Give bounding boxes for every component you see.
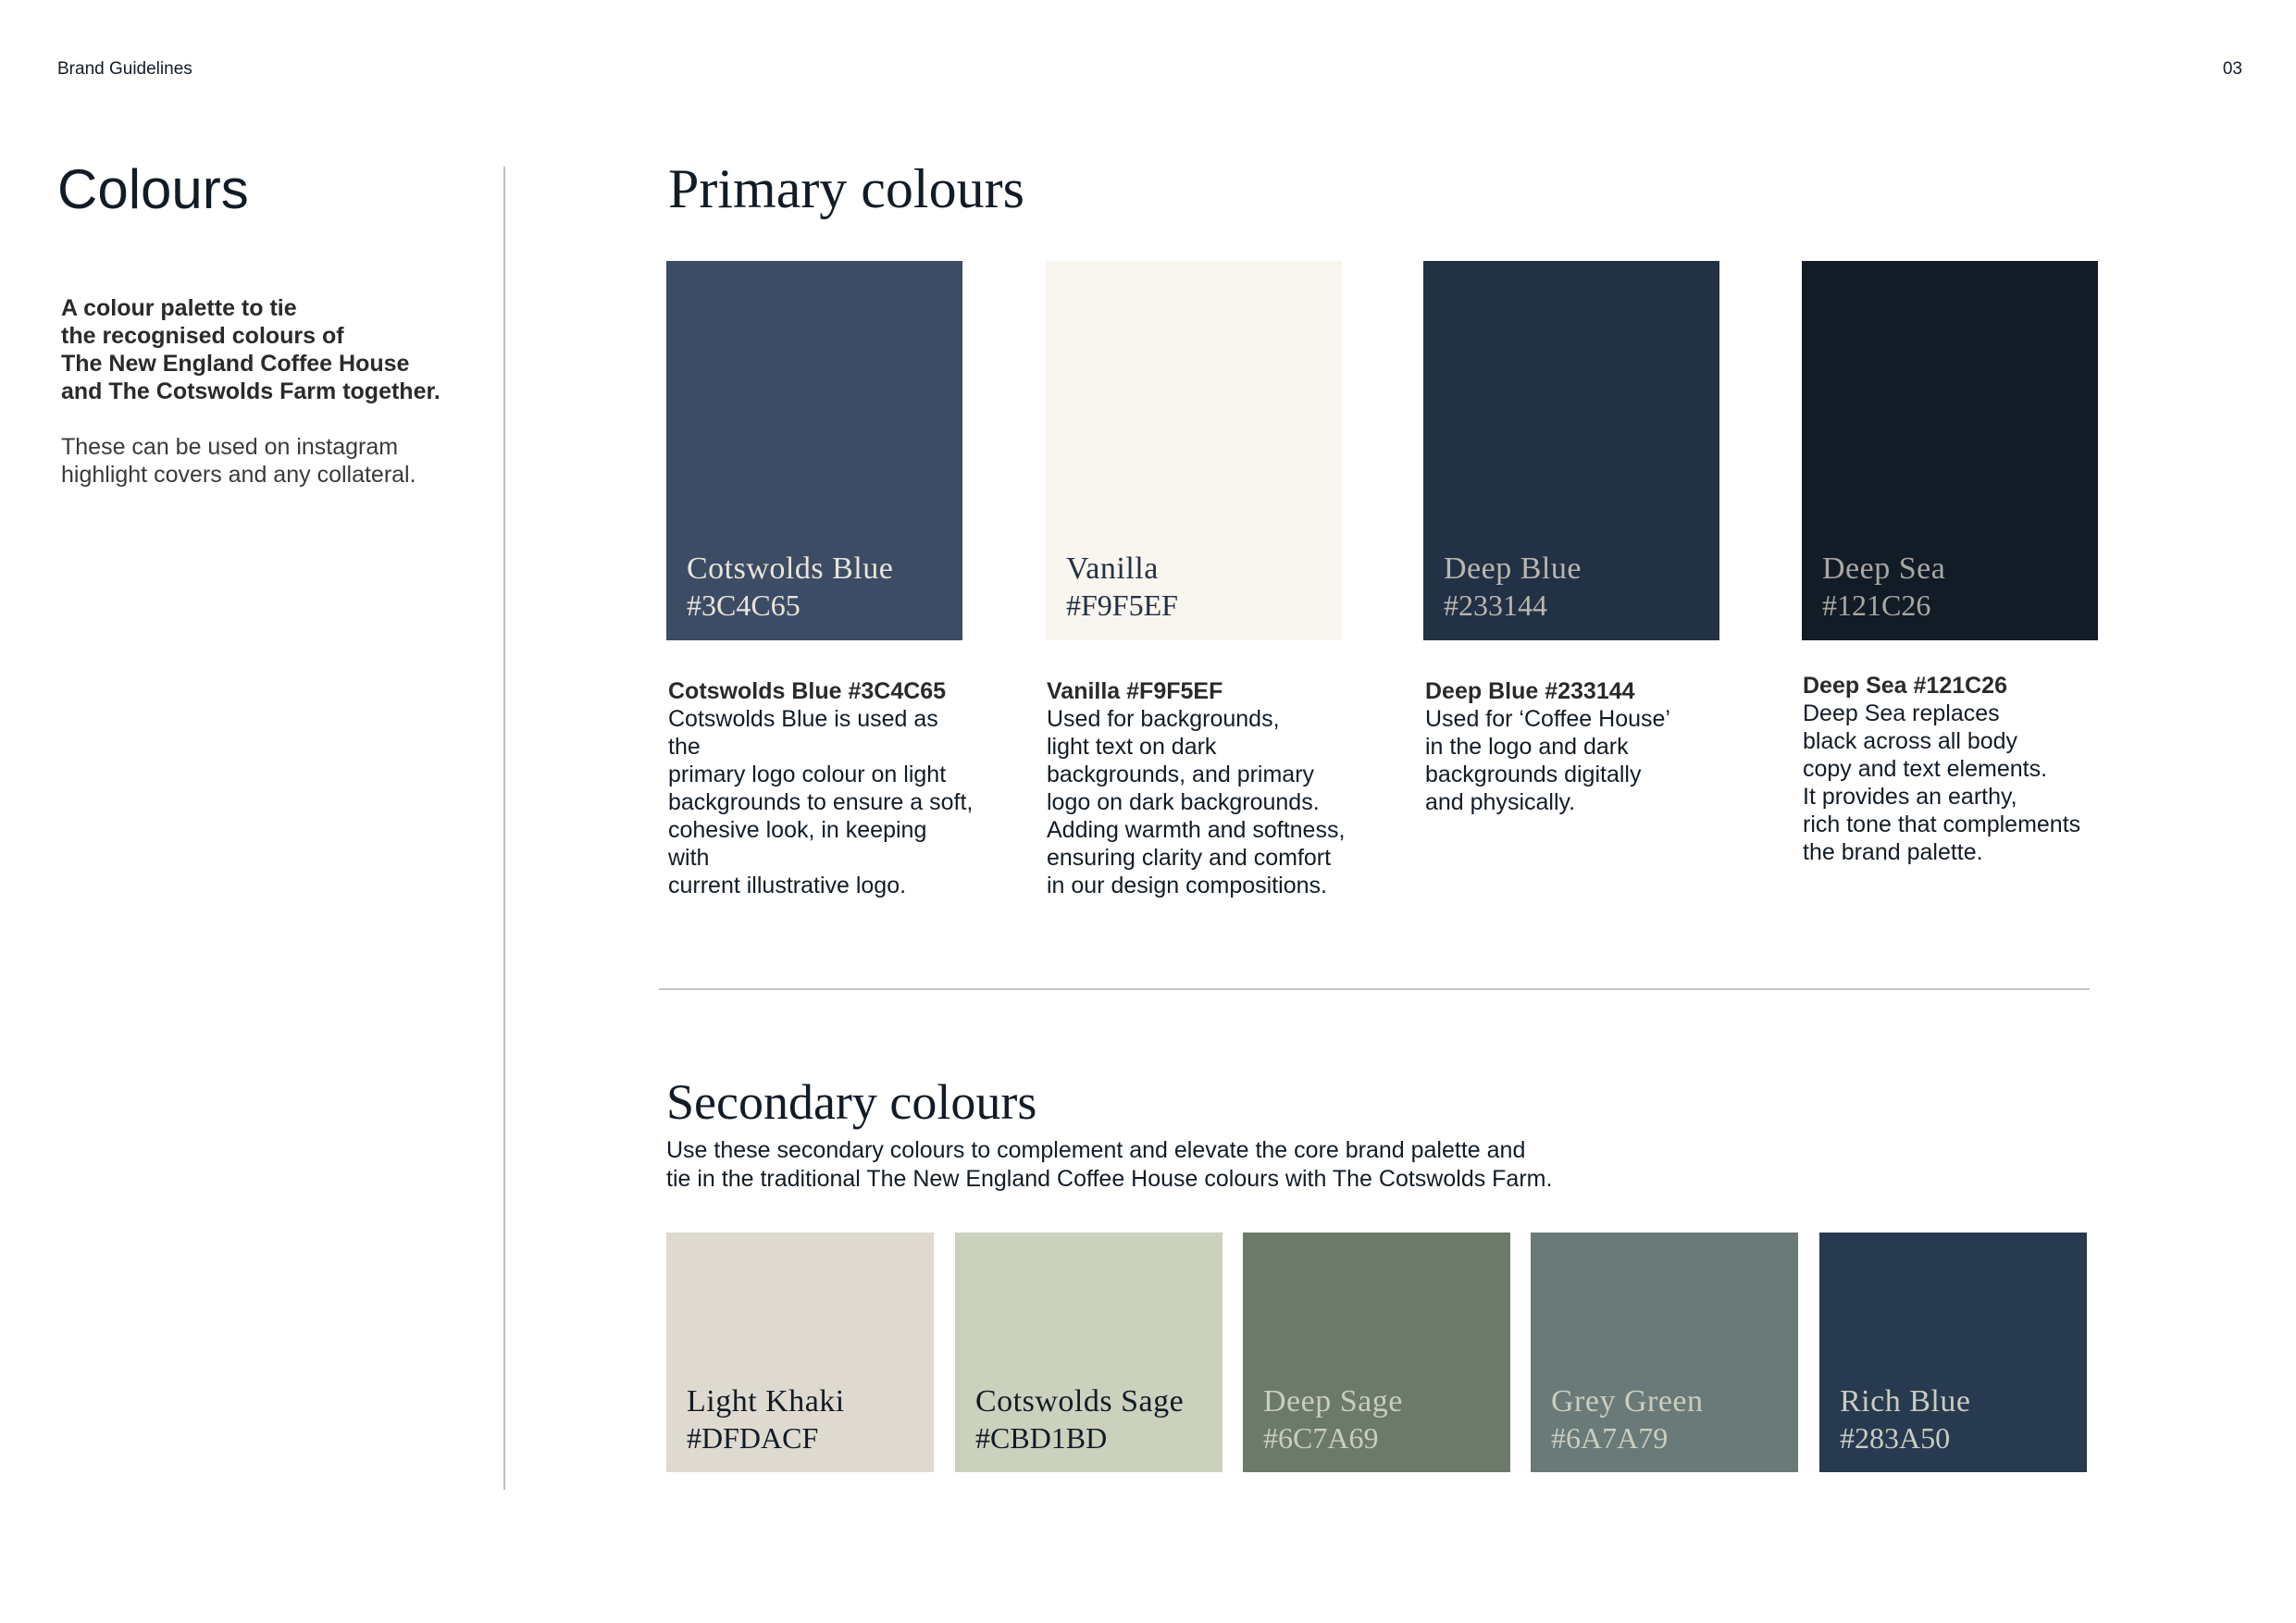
swatch-name: Grey Green (1551, 1384, 1704, 1419)
description-body: Used for ‘Coffee House’ in the logo and dark backgrounds digitally and physically. (1425, 706, 1670, 815)
swatch-hex: #3C4C65 (687, 588, 800, 622)
swatch-hex: #233144 (1444, 588, 1547, 622)
secondary-swatch-cotswolds-sage (955, 1233, 1222, 1472)
swatch-name: Vanilla (1066, 551, 1159, 586)
description-title: Deep Sea #121C26 (1803, 673, 2007, 699)
primary-description-deep-sea (1803, 672, 2108, 866)
primary-description-deep-blue (1425, 677, 1731, 816)
description-body: Used for backgrounds, light text on dark backgrounds, and primary logo on dark backgrounds. Adding warmth and softness, ensuring clarity and comfort in our design compositions. (1047, 706, 1346, 898)
swatch-name: Light Khaki (687, 1384, 845, 1419)
description-body: Cotswolds Blue is used as the primary logo colour on light backgrounds to ensure a soft, cohesive look, in keeping with current illustrative logo. (668, 706, 974, 898)
secondary-swatch-grey-green (1531, 1233, 1798, 1472)
swatch-hex: #6C7A69 (1263, 1421, 1379, 1455)
swatch-name: Deep Blue (1444, 551, 1582, 586)
swatch-hex: #6A7A79 (1551, 1421, 1669, 1455)
intro-bold-text: A colour palette to tie the recognised colours of The New England Coffee House and The Cotswolds Farm together. (61, 295, 441, 404)
swatch-name: Deep Sea (1822, 551, 1946, 586)
secondary-swatch-deep-sage (1243, 1233, 1510, 1472)
swatch-hex: #283A50 (1840, 1421, 1951, 1455)
secondary-swatch-rich-blue (1819, 1233, 2087, 1472)
primary-colours-heading: Primary colours (668, 158, 1024, 219)
swatch-hex: #CBD1BD (975, 1421, 1108, 1455)
primary-swatch-deep-sea (1802, 261, 2098, 640)
swatch-name: Cotswolds Blue (687, 551, 894, 586)
description-title: Deep Blue #233144 (1425, 678, 1635, 704)
swatch-hex: #121C26 (1822, 588, 1931, 622)
horizontal-divider (659, 988, 2090, 990)
page-number: 03 (2222, 59, 2242, 79)
primary-swatch-deep-blue (1423, 261, 1719, 640)
description-title: Vanilla #F9F5EF (1047, 678, 1223, 704)
swatch-hex: #F9F5EF (1066, 588, 1178, 622)
secondary-colours-description: Use these secondary colours to complement and elevate the core brand palette and tie in the traditional The New England Coffee House colours with The Cotswolds Farm. (666, 1137, 1553, 1192)
secondary-colours-heading: Secondary colours (666, 1074, 1037, 1130)
primary-description-vanilla (1047, 677, 1352, 899)
document-title: Brand Guidelines (57, 59, 192, 79)
description-body: Deep Sea replaces black across all body copy and text elements. It provides an earthy, rich tone that complements the brand palette. (1803, 700, 2081, 865)
primary-swatch-cotswolds-blue (666, 261, 962, 640)
secondary-swatch-light-khaki (666, 1233, 934, 1472)
swatch-name: Deep Sage (1263, 1384, 1403, 1419)
swatch-name: Cotswolds Sage (975, 1384, 1185, 1419)
intro-light-text: These can be used on instagram highlight covers and any collateral. (61, 434, 416, 488)
primary-description-cotswolds-blue (668, 677, 974, 899)
swatch-name: Rich Blue (1840, 1384, 1971, 1419)
swatch-hex: #DFDACF (687, 1421, 819, 1455)
section-title: Colours (57, 158, 249, 220)
primary-swatch-vanilla (1046, 261, 1342, 640)
description-title: Cotswolds Blue #3C4C65 (668, 678, 947, 704)
vertical-divider (503, 167, 505, 1490)
